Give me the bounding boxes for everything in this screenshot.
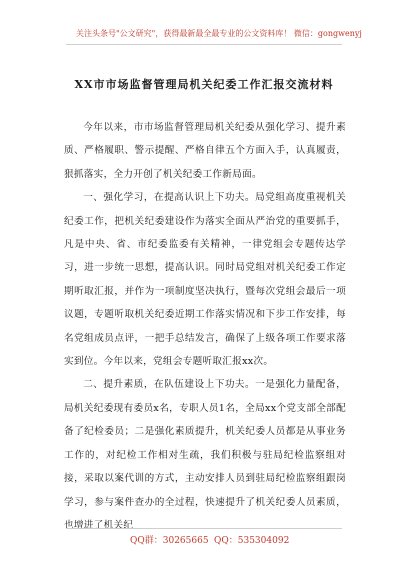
footer-qq-group: QQ群：30265665: [130, 536, 209, 546]
document-title: XX市市场监督管理局机关纪委工作汇报交流材料: [74, 78, 334, 91]
paragraph-section-1: 一、强化学习，在提高认识上下功夫。局党组高度重视机关纪委工作，把机关纪委建设作为落实全面从严治党的重要抓手，凡是中央、省、市纪委监委有关精神，一律党组会专题传达学习，进一步统一思想，提高认识。同时局党组对机关纪委工作定期听取汇报，并作为一项制度坚决执行，暨每次党组会最后一项议题，专题听取机关纪委近期工作落实情况和下步工作安排，每名党组成员点评，一把手总结发言，确保了上级各项工作要求落实到位。今年以来，党组会专题听取汇报xx次。: [64, 192, 346, 368]
header-divider: [66, 44, 342, 45]
footer-divider: [66, 528, 342, 529]
paragraph-intro: 今年以来，市市场监督管理局机关纪委从强化学习、提升素质、严格履职、警示提醒、严格自律五个方面入手，认真履责，狠抓落实，全力开创了机关纪委工作新局面。: [64, 122, 346, 180]
header-banner: 关注头条号"公文研究"，获得最新最全最专业的公文资料库！ 微信：gongwenyj: [76, 29, 362, 38]
document-body: [64, 116, 346, 537]
footer-qq-contact: QQ：535304092: [214, 536, 290, 546]
paragraph-section-2: 二、提升素质，在队伍建设上下功夫。一是强化力量配备，局机关纪委现有委员x名，专职人员1名，全局xx个党支部全部配备了纪检委员；二是强化素质提升，机关纪委人员都是从事业务工作的，对纪检工作相对生疏，我们积极与驻局纪检监察组对接，采取以案代训的方式，主动安排人员到驻局纪检监察组跟岗学习，参与案件查办的全过程，快速提升了机关纪委人员素质，也增进了机关纪: [64, 379, 346, 531]
